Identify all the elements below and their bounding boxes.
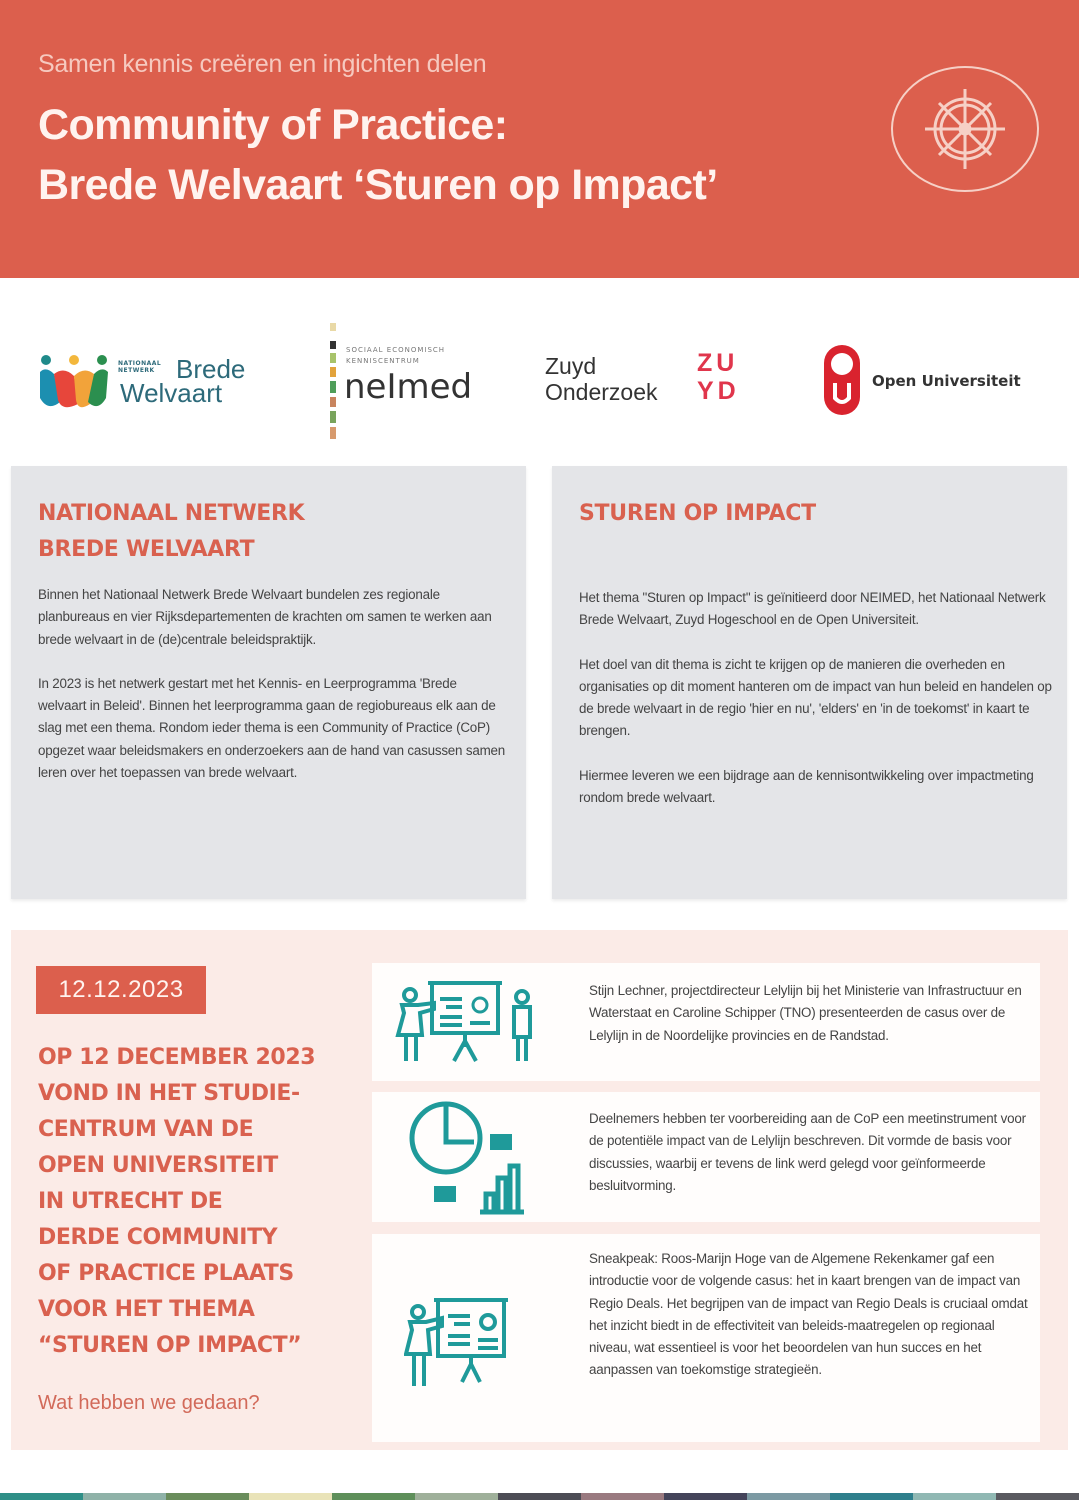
paragraph: Hiermee leveren we een bijdrage aan de kennisontwikkeling over impactmeting rondom brede welvaart.	[579, 767, 1034, 806]
logo-neimed-small-text: SOCIAAL ECONOMISCH KENNISCENTRUM	[346, 346, 446, 365]
event-subheading: Wat hebben we gedaan?	[38, 1392, 260, 1414]
event-heading: OP 12 DECEMBER 2023 VOND IN HET STUDIE- CENTRUM VAN DE OPEN UNIVERSITEIT IN UTRECHT DE DERDE COMMUNITY OF PRACTICE PLAATS VOOR HET THEMA “STUREN OP IMPACT”	[38, 1045, 316, 1358]
activity-text: Stijn Lechner, projectdirecteur Lelylijn bij het Ministerie van Infrastructuur en Waterstaat en Caroline Schipper (TNO) presenteerden de casus over de Lelylijn in de Noordelijke provincies en de Randstad.	[589, 983, 1022, 1043]
panel-sturen-op-impact	[552, 466, 1067, 899]
activity-card	[372, 1234, 1040, 1442]
logo-bw-word-2: Welvaart	[120, 378, 223, 408]
ship-wheel-icon	[889, 64, 1041, 194]
title-line-2: Brede Welvaart ‘Sturen op Impact’	[38, 161, 718, 209]
panel-body	[38, 584, 508, 784]
logo-brede-welvaart	[38, 350, 253, 410]
logo-neimed	[328, 323, 488, 443]
panel-body	[579, 587, 1054, 809]
logo-ou-text: Open Universiteit	[872, 372, 1021, 390]
paragraph: Het thema "Sturen op Impact" is geïnitieerd door NEIMED, het Nationaal Netwerk Brede Welvaart, Zuyd Hogeschool en de Open Universiteit.	[579, 590, 1046, 628]
open-universiteit-mark-icon	[822, 343, 862, 417]
page-title	[38, 95, 718, 215]
date-badge: 12.12.2023	[36, 966, 206, 1014]
paragraph: Binnen het Nationaal Netwerk Brede Welvaart bundelen zes regionale planbureaus en vier Rijksdepartementen de krachten om samen te werken aan brede welvaart in de (de)centrale beleidspraktijk.	[38, 587, 492, 647]
presentation-two-people-icon	[394, 975, 534, 1069]
tagline: Samen kennis creëren en ingichten delen	[38, 50, 487, 78]
logo-zuyd-text: Zuyd Onderzoek	[545, 353, 658, 405]
people-figures-icon	[38, 354, 110, 410]
pie-chart-analytics-icon	[394, 1100, 534, 1218]
logo-neimed-word: neImed	[344, 367, 473, 407]
neimed-color-bar-icon	[330, 323, 336, 441]
logo-zuyd-onderzoek	[545, 349, 755, 413]
logo-bw-word-1: Brede	[176, 354, 246, 384]
paragraph: In 2023 is het netwerk gestart met het Kennis- en Leerprogramma 'Brede welvaart in Beleid'. Binnen het leerprogramma gaan de regiobureaus elk aan de slag met een thema. Rondom ieder thema is een Community of Practice (CoP) opgezet waar beleidsmakers en onderzoekers aan de hand van casussen samen leren over het toepassen van brede welvaart.	[38, 675, 506, 781]
paragraph: Het doel van dit thema is zicht te krijgen op de manieren die overheden en organisaties op dit moment hanteren om de impact van hun beleid en handelen op de brede welvaart in de regio 'hier en nu', 'elders' en 'in de toekomst' in kaart te brengen.	[579, 656, 1052, 739]
logo-bw-small-text: NATIONAAL NETWERK	[118, 360, 162, 374]
partner-logos	[0, 315, 1079, 455]
title-line-1: Community of Practice:	[38, 101, 508, 149]
panel-title: STUREN OP IMPACT	[579, 501, 816, 526]
header-banner	[0, 0, 1079, 278]
presenter-board-icon	[404, 1292, 514, 1392]
panel-nationaal-netwerk	[11, 466, 526, 899]
event-section	[11, 930, 1068, 1450]
panel-title: NATIONAAL NETWERK BREDE WELVAART	[38, 501, 305, 562]
footer-color-strip	[0, 1493, 1079, 1500]
activity-card	[372, 1092, 1040, 1222]
logo-zuyd-mark: ZU YD	[697, 349, 740, 405]
activity-card	[372, 963, 1040, 1081]
logo-open-universiteit	[822, 343, 1052, 423]
activity-text: Sneakpeak: Roos-Marijn Hoge van de Algemene Rekenkamer gaf een introductie voor de volgende casus: het in kaart brengen van de impact van Regio Deals. Het begrijpen van de impact van Regio Deals is cruciaal omdat het inzicht biedt in de effectiviteit van beleids-maatregelen op regionaal niveau, wat essentieel is voor het beoordelen van hun succes en het aanpassen van toekomstige strategieën.	[589, 1251, 1028, 1378]
activity-text: Deelnemers hebben ter voorbereiding aan de CoP een meetinstrument voor de potentiële impact van de Lelylijn beschreven. Dit vormde de basis voor discussies, waarbij er tevens de link werd gelegd voor geïnformeerde besluitvorming.	[589, 1111, 1026, 1193]
